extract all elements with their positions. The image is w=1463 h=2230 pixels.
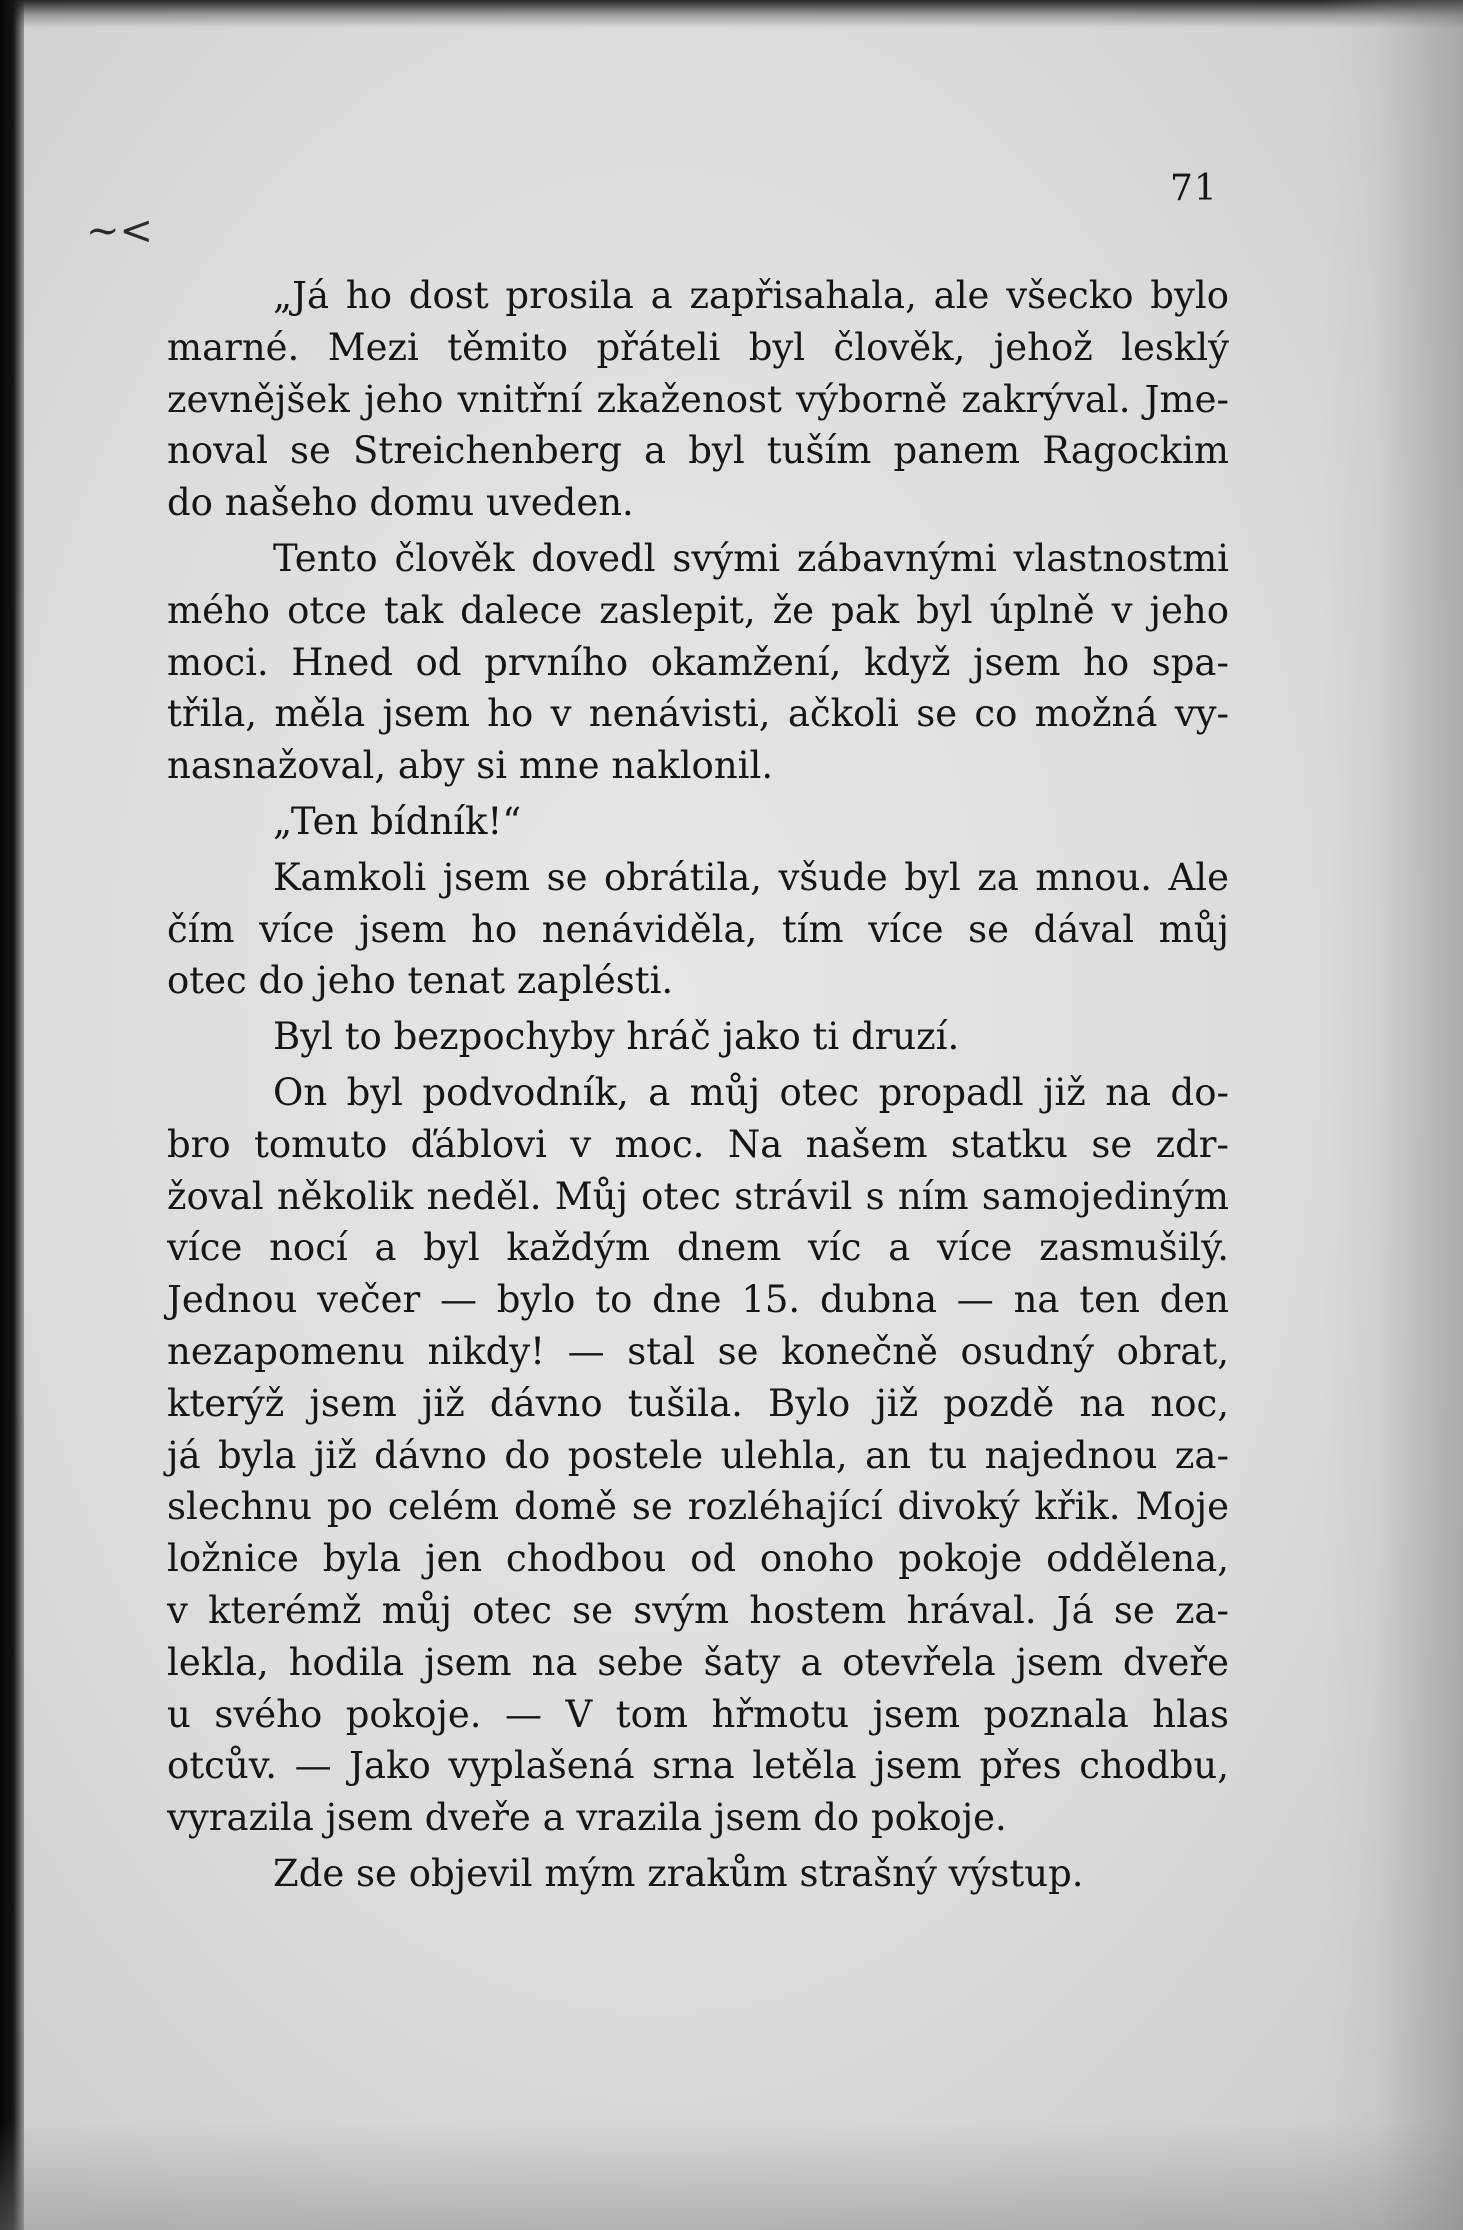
text-line: nezapomenu nikdy! — stal se konečně osudný obrat,: [167, 1329, 1229, 1373]
text-line: u svého pokoje. — V tom hřmotu jsem poznala hlas: [167, 1692, 1229, 1736]
text-line: nasnažoval, aby si mne naklonil.: [167, 744, 774, 788]
paragraph: [167, 1848, 1229, 1900]
text-line: čím více jsem ho nenáviděla, tím více se dával můj: [167, 907, 1229, 951]
text-line: žoval několik neděl. Můj otec strávil s ním samojediným: [167, 1174, 1229, 1218]
paragraph: [167, 270, 1229, 529]
text-line: „Já ho dost prosila a zapřisahala, ale všecko bylo: [273, 274, 1229, 317]
text-line: moci. Hned od prvního okamžení, když jsem ho spa-: [167, 640, 1229, 684]
text-line: já byla již dávno do postele ulehla, an tu najednou za-: [167, 1433, 1229, 1477]
text-line: „Ten bídník!“: [273, 799, 522, 843]
text-line: noval se Streichenberg a byl tuším panem Ragockim: [167, 429, 1229, 473]
scan-top-edge-shadow: [0, 0, 1463, 28]
text-line: více nocí a byl každým dnem víc a více zasmušilý.: [167, 1226, 1229, 1270]
text-line: On byl podvodník, a můj otec propadl již na do-: [273, 1070, 1229, 1114]
text-line: kterýž jsem již dávno tušila. Bylo již pozdě na noc,: [167, 1381, 1229, 1425]
text-line: Kamkoli jsem se obrátila, všude byl za mnou. Ale: [273, 855, 1229, 899]
text-line: Byl to bezpochyby hráč jako ti druzí.: [273, 1015, 960, 1059]
page-number: 71: [1170, 168, 1218, 209]
paragraph: [167, 1067, 1229, 1844]
text-line: otec do jeho tenat zaplésti.: [167, 959, 674, 1003]
text-line: bro tomuto ďáblovi v moc. Na našem statku se zdr-: [167, 1122, 1229, 1166]
scan-binding-shadow: [0, 0, 24, 2230]
text-line: Tento člověk dovedl svými zábavnými vlastnostmi: [273, 536, 1229, 580]
scan-bottom-edge-shadow: [0, 2120, 1463, 2230]
text-line: Zde se objevil mým zrakům strašný výstup.: [273, 1851, 1084, 1895]
text-line: lekla, hodila jsem na sebe šaty a otevřela jsem dveře: [167, 1640, 1229, 1684]
text-line: v kterémž můj otec se svým hostem hrával. Já se za-: [167, 1588, 1229, 1632]
scan-right-edge-shadow: [1323, 0, 1463, 2230]
paragraph: [167, 796, 1229, 848]
page-body-text: [167, 270, 1229, 1900]
text-line: ložnice byla jen chodbou od onoho pokoje oddělena,: [167, 1537, 1229, 1581]
text-line: do našeho domu uveden.: [167, 481, 634, 525]
paragraph: [167, 1011, 1229, 1063]
paragraph: [167, 852, 1229, 1007]
text-line: otcův. — Jako vyplašená srna letěla jsem přes chodbu,: [167, 1744, 1229, 1788]
stray-ink-mark: ~<: [86, 208, 154, 254]
text-line: třila, měla jsem ho v nenávisti, ačkoli se co možná vy-: [167, 692, 1229, 736]
text-line: marné. Mezi těmito přáteli byl člověk, jehož lesklý: [167, 325, 1229, 369]
text-line: Jednou večer — bylo to dne 15. dubna — na ten den: [167, 1278, 1229, 1322]
paragraph: [167, 533, 1229, 792]
text-line: mého otce tak dalece zaslepit, že pak byl úplně v jeho: [167, 588, 1229, 632]
text-line: vyrazila jsem dveře a vrazila jsem do pokoje.: [167, 1796, 1007, 1840]
text-line: zevnějšek jeho vnitřní zkaženost výborně zakrýval. Jme-: [167, 377, 1229, 421]
text-line: slechnu po celém domě se rozléhající divoký křik. Moje: [167, 1485, 1229, 1529]
